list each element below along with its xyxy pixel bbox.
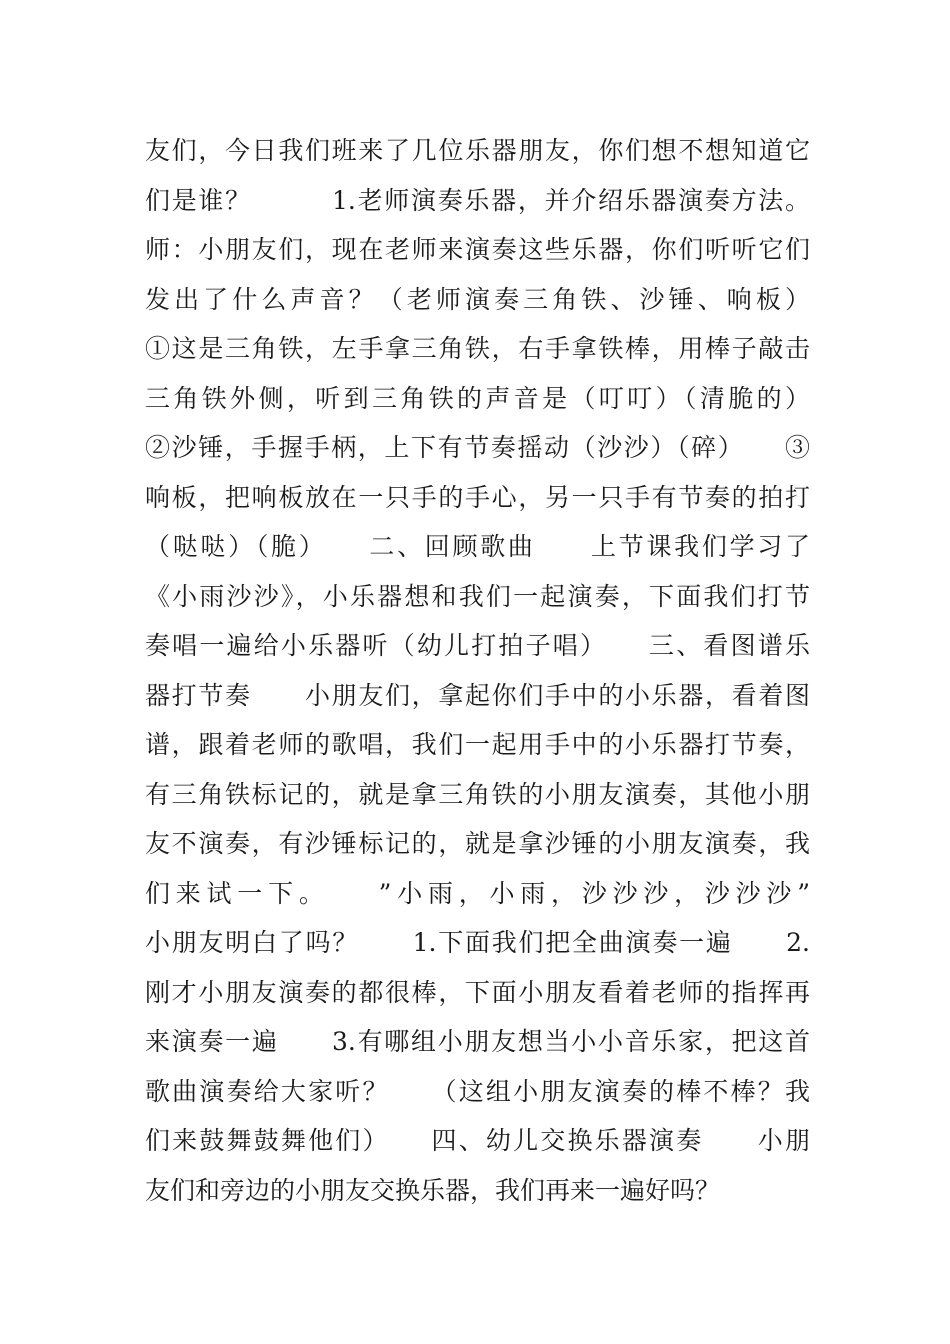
text-line: 们来鼓舞鼓舞他们） 四、幼儿交换乐器演奏 小朋 [145, 1126, 810, 1155]
text-line: 师：小朋友们，现在老师来演奏这些乐器，你们听听它们 [145, 235, 810, 264]
text-line: ②沙锤，手握手柄，上下有节奏摇动（沙沙）（碎） ③ [145, 433, 810, 462]
text-line: ①这是三角铁，左手拿三角铁，右手拿铁棒，用棒子敲击 [145, 334, 810, 363]
body-text [145, 126, 810, 1215]
text-line: 们来试一下。 ”小雨，小雨，沙沙沙，沙沙沙” [145, 878, 810, 908]
text-line: 小朋友明白了吗？ 1.下面我们把全曲演奏一遍 2. [145, 928, 810, 957]
text-line: 发出了什么声音？（老师演奏三角铁、沙锤、响板） [145, 284, 810, 314]
text-line: 歌曲演奏给大家听？ （这组小朋友演奏的棒不棒？我 [145, 1076, 810, 1106]
text-line: 来演奏一遍 3.有哪组小朋友想当小小音乐家，把这首 [145, 1027, 810, 1056]
text-line: 器打节奏 小朋友们，拿起你们手中的小乐器，看着图 [145, 680, 810, 710]
text-line: 响板，把响板放在一只手的手心，另一只手有节奏的拍打 [145, 482, 810, 512]
text-line: 三角铁外侧，听到三角铁的声音是（叮叮）（清脆的） [145, 383, 810, 413]
text-line: 友不演奏，有沙锤标记的，就是拿沙锤的小朋友演奏，我 [145, 829, 810, 858]
text-line: 刚才小朋友演奏的都很棒，下面小朋友看着老师的指挥再 [145, 977, 810, 1007]
text-line: 有三角铁标记的，就是拿三角铁的小朋友演奏，其他小朋 [145, 779, 810, 809]
text-line: （哒哒）（脆） 二、回顾歌曲 上节课我们学习了 [145, 532, 810, 561]
text-line: 们是谁？ 1.老师演奏乐器，并介绍乐器演奏方法。 [145, 185, 810, 215]
text-line: 谱，跟着老师的歌唱，我们一起用手中的小乐器打节奏， [145, 730, 810, 759]
text-line: 友们和旁边的小朋友交换乐器，我们再来一遍好吗？ [145, 1175, 721, 1205]
text-line: 《小雨沙沙》，小乐器想和我们一起演奏，下面我们打节 [145, 581, 810, 611]
text-line: 奏唱一遍给小乐器听（幼儿打拍子唱） 三、看图谱乐 [145, 631, 810, 660]
text-line: 友们，今日我们班来了几位乐器朋友，你们想不想知道它 [145, 136, 810, 165]
